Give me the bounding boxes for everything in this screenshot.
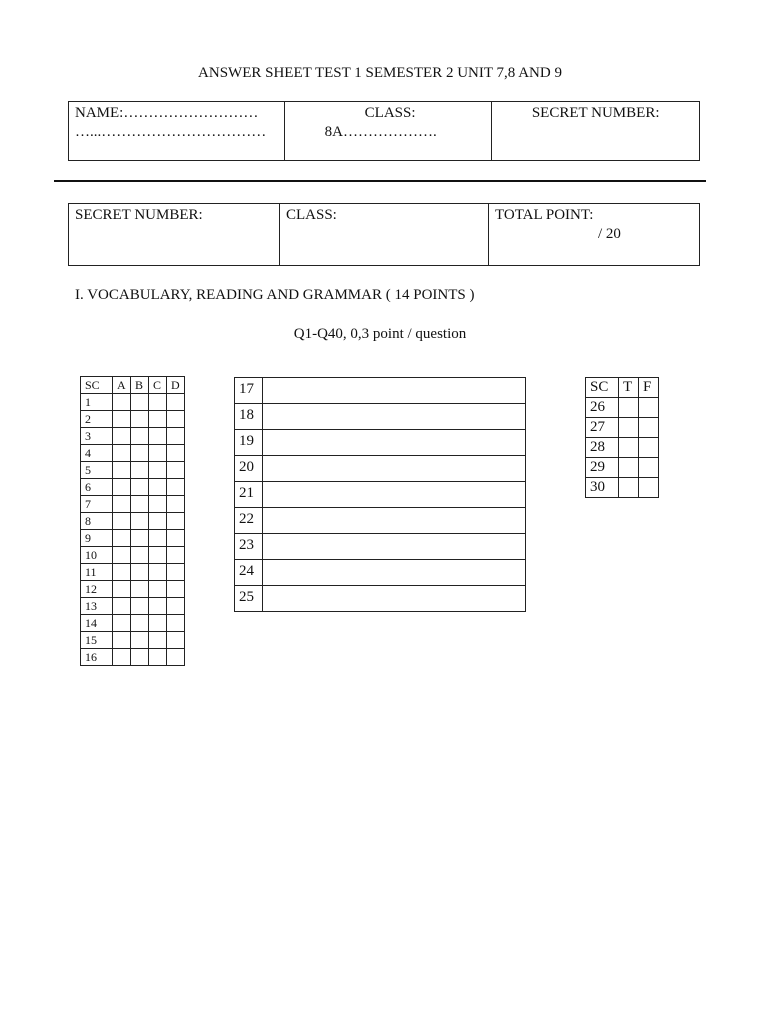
answer-field[interactable] bbox=[263, 430, 526, 456]
answer-box-a[interactable] bbox=[113, 428, 131, 445]
table-row bbox=[586, 418, 659, 438]
tf-header-t: T bbox=[619, 378, 639, 398]
answer-box-d[interactable] bbox=[167, 445, 185, 462]
fill-in-table bbox=[234, 377, 526, 612]
table-row bbox=[235, 482, 526, 508]
table-row bbox=[235, 404, 526, 430]
table-row bbox=[81, 547, 185, 564]
mc-header-d: D bbox=[167, 377, 185, 394]
answer-box-true[interactable] bbox=[619, 418, 639, 438]
table-row bbox=[81, 496, 185, 513]
secret-number-label-2: SECRET NUMBER: bbox=[75, 207, 203, 223]
student-info-table bbox=[68, 101, 700, 161]
answer-box-a[interactable] bbox=[113, 564, 131, 581]
answer-box-b[interactable] bbox=[131, 547, 149, 564]
mc-header-b: B bbox=[131, 377, 149, 394]
answer-box-c[interactable] bbox=[149, 598, 167, 615]
answer-box-c[interactable] bbox=[149, 411, 167, 428]
answer-box-c[interactable] bbox=[149, 649, 167, 666]
question-number: 19 bbox=[235, 430, 263, 456]
answer-box-c[interactable] bbox=[149, 445, 167, 462]
table-row bbox=[81, 411, 185, 428]
table-row bbox=[235, 560, 526, 586]
question-number: 4 bbox=[81, 445, 113, 462]
answer-box-true[interactable] bbox=[619, 398, 639, 418]
question-number: 2 bbox=[81, 411, 113, 428]
table-row bbox=[235, 508, 526, 534]
answer-box-a[interactable] bbox=[113, 615, 131, 632]
answer-box-true[interactable] bbox=[619, 478, 639, 498]
answer-box-false[interactable] bbox=[639, 418, 659, 438]
table-row bbox=[235, 586, 526, 612]
table-row bbox=[81, 564, 185, 581]
answer-box-d[interactable] bbox=[167, 411, 185, 428]
answer-box-a[interactable] bbox=[113, 445, 131, 462]
answer-field[interactable] bbox=[263, 560, 526, 586]
answer-box-c[interactable] bbox=[149, 394, 167, 411]
answer-field[interactable] bbox=[263, 482, 526, 508]
answer-box-c[interactable] bbox=[149, 615, 167, 632]
total-point-value: / 20 bbox=[598, 226, 621, 242]
answer-box-b[interactable] bbox=[131, 598, 149, 615]
question-number: 16 bbox=[81, 649, 113, 666]
answer-box-a[interactable] bbox=[113, 462, 131, 479]
question-number: 29 bbox=[586, 458, 619, 478]
true-false-table bbox=[585, 377, 659, 498]
answer-box-c[interactable] bbox=[149, 632, 167, 649]
table-row bbox=[586, 458, 659, 478]
secret-number-cell[interactable] bbox=[492, 102, 700, 161]
answer-box-d[interactable] bbox=[167, 479, 185, 496]
answer-box-c[interactable] bbox=[149, 496, 167, 513]
answer-box-a[interactable] bbox=[113, 530, 131, 547]
question-number: 24 bbox=[235, 560, 263, 586]
answer-box-a[interactable] bbox=[113, 513, 131, 530]
secret-number-cell-2[interactable] bbox=[69, 204, 280, 266]
answer-box-d[interactable] bbox=[167, 564, 185, 581]
question-number: 6 bbox=[81, 479, 113, 496]
secret-number-label: SECRET NUMBER: bbox=[531, 105, 660, 121]
class-cell[interactable] bbox=[284, 102, 492, 161]
question-number: 26 bbox=[586, 398, 619, 418]
answer-box-d[interactable] bbox=[167, 530, 185, 547]
table-row bbox=[586, 478, 659, 498]
answer-box-d[interactable] bbox=[167, 615, 185, 632]
answer-box-d[interactable] bbox=[167, 513, 185, 530]
answer-box-c[interactable] bbox=[149, 530, 167, 547]
answer-box-a[interactable] bbox=[113, 411, 131, 428]
table-row bbox=[586, 398, 659, 418]
table-row bbox=[81, 462, 185, 479]
name-line-2: …...…………………………… bbox=[75, 124, 267, 140]
answer-box-a[interactable] bbox=[113, 598, 131, 615]
page-title: ANSWER SHEET TEST 1 SEMESTER 2 UNIT 7,8 AND 9 bbox=[198, 65, 562, 81]
table-row bbox=[81, 428, 185, 445]
answer-box-b[interactable] bbox=[131, 496, 149, 513]
answer-field[interactable] bbox=[263, 378, 526, 404]
mc-header-c: C bbox=[149, 377, 167, 394]
answer-box-c[interactable] bbox=[149, 462, 167, 479]
answer-box-c[interactable] bbox=[149, 428, 167, 445]
table-row bbox=[235, 534, 526, 560]
question-number: 20 bbox=[235, 456, 263, 482]
answer-box-a[interactable] bbox=[113, 581, 131, 598]
table-row bbox=[81, 598, 185, 615]
question-number: 18 bbox=[235, 404, 263, 430]
question-number: 9 bbox=[81, 530, 113, 547]
answer-box-c[interactable] bbox=[149, 581, 167, 598]
table-row bbox=[81, 615, 185, 632]
answer-box-d[interactable] bbox=[167, 496, 185, 513]
answer-box-d[interactable] bbox=[167, 649, 185, 666]
answer-box-d[interactable] bbox=[167, 547, 185, 564]
table-row bbox=[81, 649, 185, 666]
question-number: 13 bbox=[81, 598, 113, 615]
question-number: 17 bbox=[235, 378, 263, 404]
question-number: 25 bbox=[235, 586, 263, 612]
tf-header-f: F bbox=[639, 378, 659, 398]
answer-box-b[interactable] bbox=[131, 564, 149, 581]
answer-box-b[interactable] bbox=[131, 530, 149, 547]
answer-box-a[interactable] bbox=[113, 496, 131, 513]
answer-box-b[interactable] bbox=[131, 479, 149, 496]
answer-box-false[interactable] bbox=[639, 458, 659, 478]
class-label: CLASS: bbox=[364, 105, 416, 121]
mc-header-sc: SC bbox=[81, 377, 113, 394]
answer-box-c[interactable] bbox=[149, 513, 167, 530]
question-number: 5 bbox=[81, 462, 113, 479]
answer-box-b[interactable] bbox=[131, 632, 149, 649]
table-row bbox=[81, 445, 185, 462]
question-number: 14 bbox=[81, 615, 113, 632]
table-row bbox=[81, 581, 185, 598]
answer-box-d[interactable] bbox=[167, 428, 185, 445]
multiple-choice-table bbox=[80, 376, 185, 666]
question-number: 12 bbox=[81, 581, 113, 598]
answer-box-b[interactable] bbox=[131, 649, 149, 666]
tf-header-sc: SC bbox=[586, 378, 619, 398]
name-line-1: NAME:……………………… bbox=[75, 105, 259, 121]
answer-box-b[interactable] bbox=[131, 411, 149, 428]
answer-box-false[interactable] bbox=[639, 398, 659, 418]
question-number: 3 bbox=[81, 428, 113, 445]
question-number: 23 bbox=[235, 534, 263, 560]
answer-box-b[interactable] bbox=[131, 462, 149, 479]
table-row bbox=[81, 632, 185, 649]
cut-line-divider bbox=[54, 180, 706, 182]
answer-box-a[interactable] bbox=[113, 479, 131, 496]
answer-box-b[interactable] bbox=[131, 394, 149, 411]
question-number: 8 bbox=[81, 513, 113, 530]
answer-box-c[interactable] bbox=[149, 564, 167, 581]
question-number: 22 bbox=[235, 508, 263, 534]
answer-field[interactable] bbox=[263, 586, 526, 612]
answer-box-true[interactable] bbox=[619, 458, 639, 478]
table-row bbox=[235, 378, 526, 404]
class-cell-2[interactable] bbox=[280, 204, 489, 266]
answer-box-a[interactable] bbox=[113, 632, 131, 649]
question-number: 30 bbox=[586, 478, 619, 498]
answer-box-b[interactable] bbox=[131, 513, 149, 530]
class-label-2: CLASS: bbox=[286, 207, 337, 223]
question-number: 15 bbox=[81, 632, 113, 649]
table-row bbox=[81, 479, 185, 496]
table-row bbox=[81, 394, 185, 411]
section-heading: I. VOCABULARY, READING AND GRAMMAR ( 14 POINTS ) bbox=[75, 287, 475, 303]
answer-box-a[interactable] bbox=[113, 394, 131, 411]
answer-box-c[interactable] bbox=[149, 547, 167, 564]
question-number: 10 bbox=[81, 547, 113, 564]
answer-box-c[interactable] bbox=[149, 479, 167, 496]
total-point-cell[interactable] bbox=[489, 204, 700, 266]
table-row bbox=[81, 513, 185, 530]
question-number: 27 bbox=[586, 418, 619, 438]
answer-field[interactable] bbox=[263, 404, 526, 430]
question-number: 1 bbox=[81, 394, 113, 411]
question-number: 28 bbox=[586, 438, 619, 458]
grading-info-table bbox=[68, 203, 700, 266]
answer-box-false[interactable] bbox=[639, 438, 659, 458]
total-point-label: TOTAL POINT: bbox=[495, 207, 594, 223]
question-number: 11 bbox=[81, 564, 113, 581]
question-number: 21 bbox=[235, 482, 263, 508]
class-value: 8A………………. bbox=[324, 124, 437, 140]
answer-box-b[interactable] bbox=[131, 445, 149, 462]
answer-box-b[interactable] bbox=[131, 615, 149, 632]
question-number: 7 bbox=[81, 496, 113, 513]
table-row bbox=[81, 530, 185, 547]
name-cell[interactable] bbox=[69, 102, 285, 161]
answer-box-d[interactable] bbox=[167, 462, 185, 479]
answer-field[interactable] bbox=[263, 456, 526, 482]
answer-box-d[interactable] bbox=[167, 394, 185, 411]
answer-box-a[interactable] bbox=[113, 649, 131, 666]
table-row bbox=[235, 430, 526, 456]
answer-field[interactable] bbox=[263, 508, 526, 534]
answer-box-true[interactable] bbox=[619, 438, 639, 458]
scoring-note: Q1-Q40, 0,3 point / question bbox=[293, 326, 467, 342]
answer-box-d[interactable] bbox=[167, 581, 185, 598]
answer-box-false[interactable] bbox=[639, 478, 659, 498]
answer-box-d[interactable] bbox=[167, 632, 185, 649]
answer-box-b[interactable] bbox=[131, 428, 149, 445]
answer-field[interactable] bbox=[263, 534, 526, 560]
table-row bbox=[586, 438, 659, 458]
answer-box-d[interactable] bbox=[167, 598, 185, 615]
answer-box-a[interactable] bbox=[113, 547, 131, 564]
mc-header-a: A bbox=[113, 377, 131, 394]
table-row bbox=[235, 456, 526, 482]
answer-box-b[interactable] bbox=[131, 581, 149, 598]
